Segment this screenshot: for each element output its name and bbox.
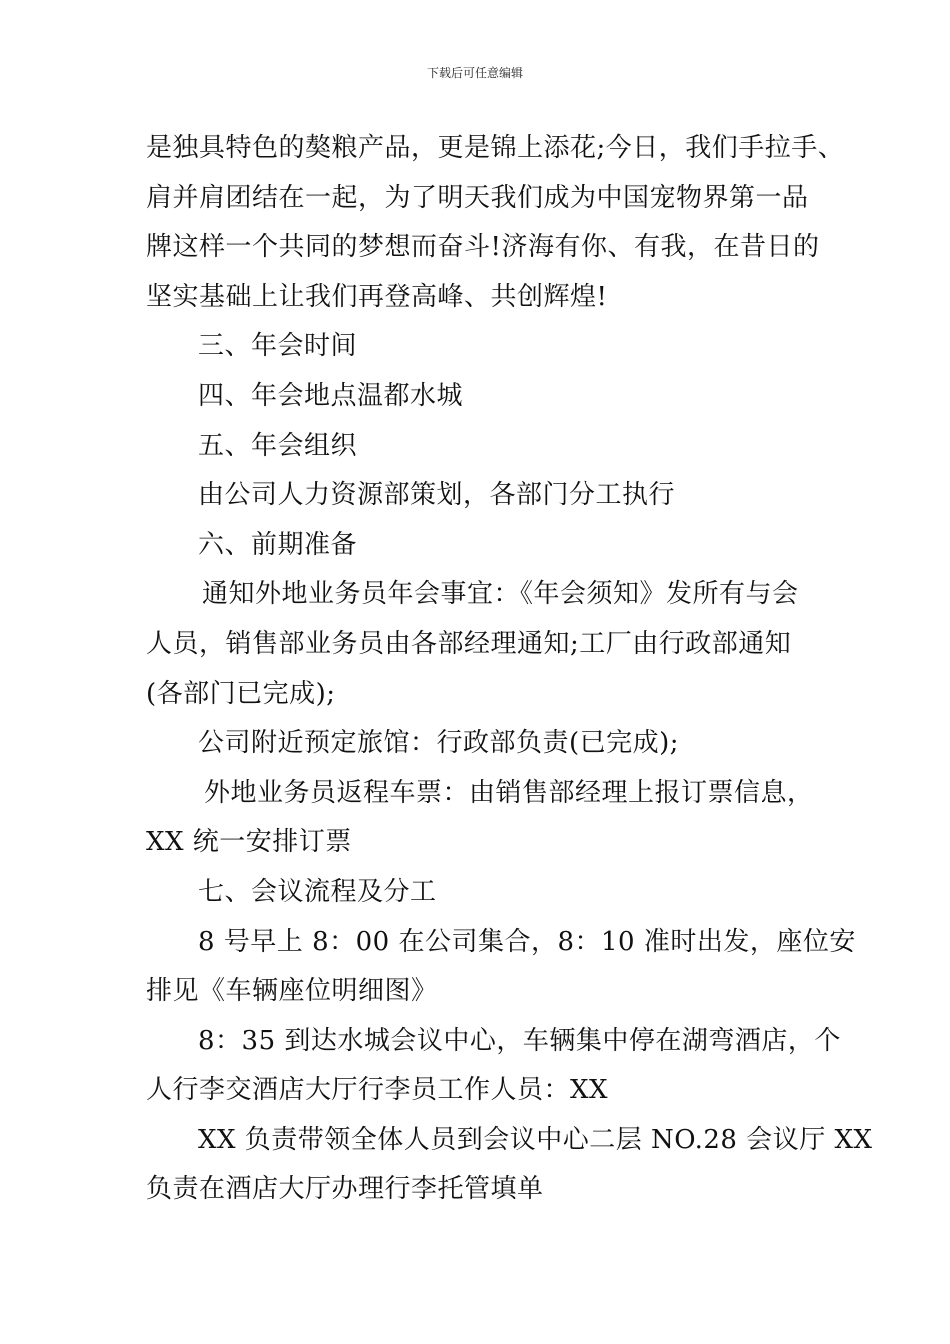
paragraph-line: 8 号早上 8：00 在公司集合，8：10 准时出发，座位安 — [198, 926, 856, 957]
paragraph-line: 8：35 到达水城会议中心，车辆集中停在湖弯酒店，个 — [198, 1025, 841, 1056]
paragraph-line: 公司附近预定旅馆：行政部负责(已完成); — [198, 728, 680, 759]
section-heading-organization: 五、年会组织 — [198, 430, 358, 461]
paragraph-line: 负责在酒店大厅办理行李托管填单 — [146, 1174, 544, 1205]
paragraph-line: XX 负责带领全体人员到会议中心二层 NO.28 会议厅 XX — [198, 1124, 873, 1155]
paragraph-line: 外地业务员返程车票：由销售部经理上报订票信息， — [204, 777, 814, 808]
paragraph-line: 人行李交酒店大厅行李员工作人员：XX — [146, 1075, 609, 1106]
document-body — [146, 124, 873, 1215]
paragraph-line: 坚实基础上让我们再登高峰、共创辉煌! — [146, 281, 608, 312]
paragraph-line: 牌这样一个共同的梦想而奋斗!济海有你、有我，在昔日的 — [146, 232, 820, 263]
section-heading-location: 四、年会地点温都水城 — [198, 380, 464, 411]
page-header: 下载后可任意编辑 — [426, 66, 523, 80]
paragraph-line: 肩并肩团结在一起，为了明天我们成为中国宠物界第一品 — [146, 182, 809, 213]
paragraph-line: 通知外地业务员年会事宜：《年会须知》发所有与会 — [202, 579, 799, 610]
section-heading-time: 三、年会时间 — [198, 331, 358, 362]
paragraph-line: 由公司人力资源部策划，各部门分工执行 — [198, 480, 676, 511]
paragraph-line: 排见《车辆座位明细图》 — [146, 976, 438, 1007]
paragraph-line: XX 统一安排订票 — [146, 827, 352, 858]
section-heading-preparation: 六、前期准备 — [198, 529, 358, 560]
paragraph-line: 是独具特色的獒粮产品，更是锦上添花;今日，我们手拉手、 — [146, 133, 845, 163]
paragraph-line: (各部门已完成); — [146, 678, 336, 709]
section-heading-agenda: 七、会议流程及分工 — [198, 876, 437, 907]
paragraph-line: 人员，销售部业务员由各部经理通知;工厂由行政部通知 — [146, 628, 792, 659]
